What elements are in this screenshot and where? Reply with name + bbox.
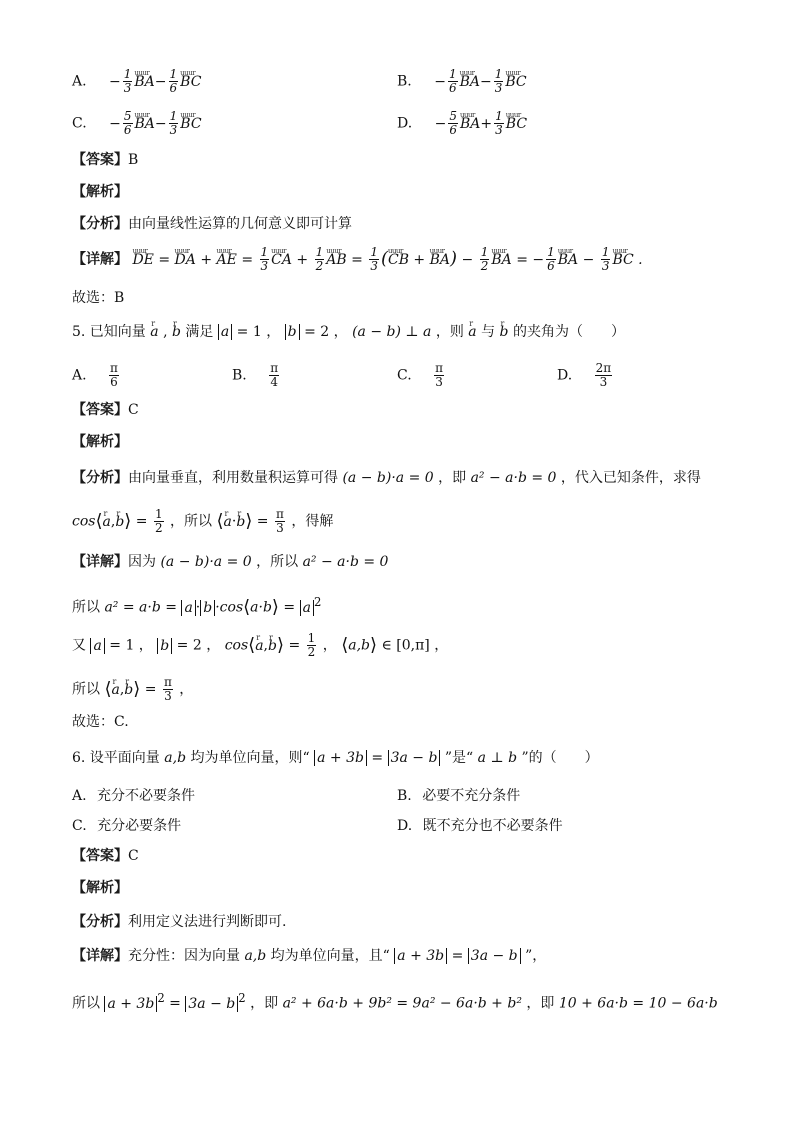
q4-option-a <box>72 68 201 95</box>
guxuan-text: 故选：B <box>72 290 125 306</box>
option-letter: D. <box>397 818 413 834</box>
fenxi-tag: 【分析】 <box>72 216 128 232</box>
q4-xiangjie <box>72 246 643 273</box>
xiangjie-tag: 【详解】 <box>72 948 128 964</box>
option-expr: $\frac{\pi}{3}$ <box>435 361 444 389</box>
xiangjie-tag: 【详解】 <box>72 251 128 268</box>
option-letter: C. <box>72 115 87 132</box>
option-text: 必要不充分条件 <box>422 788 521 804</box>
question-number: 5. <box>72 324 86 340</box>
option-text: 既不充分也不必要条件 <box>422 818 563 834</box>
q6-xiangjie-2: 所以 a + 3b $^2$ = 3a − b $^2$ ，即 a² + 6a·b + 9b² = 9a² − 6a·b + b² ，即 10 + 6a·b = 10 − 6a·b <box>72 991 718 1012</box>
analysis-tag: 【解析】 <box>72 184 128 200</box>
q4-option-c <box>72 110 202 137</box>
q5-option-c <box>397 362 446 389</box>
option-letter: B. <box>232 367 247 384</box>
option-letter: B. <box>397 73 412 90</box>
q5-xiangjie-2: 所以 a² = a·b = a · b ·cos⟨a·b⟩ = a $^2$ <box>72 595 322 618</box>
q6-option-c <box>72 816 181 836</box>
answer-tag: 【答案】 <box>72 848 128 864</box>
q5-answer <box>72 400 139 420</box>
q5-option-b <box>232 362 281 389</box>
q5-stem: 5. 已知向量 r a , r b 满足 a = 1 ， b = 2 ， (a − b) ⊥ a ，则 r a 与 r b 的夹角为（ ） <box>72 322 625 342</box>
q5-analysis-heading <box>72 432 128 452</box>
q6-option-a <box>72 786 195 806</box>
answer-value: C <box>128 402 139 418</box>
q4-guxuan <box>72 288 124 308</box>
option-letter: A. <box>72 788 87 804</box>
analysis-tag: 【解析】 <box>72 434 128 450</box>
q6-option-b <box>397 786 520 806</box>
q6-answer <box>72 846 139 866</box>
q5-xiangjie-1: 【详解】因为 (a − b)·a = 0 ，所以 a² − a·b = 0 <box>72 554 389 570</box>
answer-tag: 【答案】 <box>72 152 128 168</box>
q5-fenxi-2: cos⟨r a,r b⟩ = $\frac{1}{2}$ ，所以 ⟨r a·r b⟩ = $\frac{\pi}{3}$ ，得解 <box>72 508 333 535</box>
answer-value: B <box>128 152 139 168</box>
fenxi-tag: 【分析】 <box>72 914 128 930</box>
q6-fenxi <box>72 912 286 932</box>
q6-stem: 6. 设平面向量 a,b 均为单位向量，则“ a + 3b = 3a − b ”是“ a ⊥ b ”的（ ） <box>72 750 599 766</box>
option-letter: C. <box>397 367 412 384</box>
option-expr: $\frac{\pi}{6}$ <box>110 361 118 389</box>
option-expr: − $\frac{1}{6}$ uuur BA− $\frac{1}{3}$ uuur BC <box>434 74 526 90</box>
xiangjie-tag: 【详解】 <box>72 554 128 570</box>
q5-fenxi-1: 【分析】由向量垂直，利用数量积运算可得 (a − b)·a = 0 ，即 a² − a·b = 0 ，代入已知条件，求得 <box>72 470 701 486</box>
option-expr: − $\frac{5}{6}$ uuur BA+ $\frac{1}{3}$ uuur BC <box>435 116 527 132</box>
q6-xiangjie-1: 【详解】充分性：因为向量 a,b 均为单位向量，且“ a + 3b = 3a − b ”， <box>72 948 547 964</box>
q5-xiangjie-4: 所以 ⟨r a,r b⟩ = $\frac{\pi}{3}$ ， <box>72 676 193 703</box>
analysis-tag: 【解析】 <box>72 880 128 896</box>
option-expr: $\frac{\pi}{4}$ <box>270 361 279 389</box>
fenxi-tag: 【分析】 <box>72 470 128 486</box>
q4-option-d <box>397 110 527 137</box>
question-number: 6. <box>72 750 86 766</box>
q5-xiangjie-3: 又 a = 1 ， b = 2 ， cos⟨r a,r b⟩ = $\frac{1}{2}$ ， ⟨a,b⟩ ∈ [0,π] ， <box>72 632 448 659</box>
xiangjie-formula: uuur DE = uuur DA + uuur AE = $\frac{1}{3}$ uuur CA + $\frac{1}{2}$ uuur AB = $\frac{1}{3}$ (uuur CB + uuur BA) − $\frac{1}{2}$ uuur BA = − $\frac{1}{6}$ uuur BA − $\frac{1}{3}$ uuur BC . <box>132 252 642 268</box>
option-text: 充分不必要条件 <box>97 788 196 804</box>
q5-option-d <box>557 362 614 389</box>
q5-option-a <box>72 362 121 389</box>
option-expr: − $\frac{5}{6}$ uuur BA− $\frac{1}{3}$ uuur BC <box>109 116 201 132</box>
option-letter: A. <box>72 73 87 90</box>
q4-fenxi <box>72 214 352 234</box>
q6-analysis-heading <box>72 878 128 898</box>
option-text: 充分必要条件 <box>97 818 182 834</box>
option-letter: B. <box>397 788 412 804</box>
fenxi-text: 由向量线性运算的几何意义即可计算 <box>128 216 352 232</box>
option-expr: − $\frac{1}{3}$ uuur BA− $\frac{1}{6}$ uuur BC <box>109 74 201 90</box>
option-expr: $\frac{2\pi}{3}$ <box>595 361 612 389</box>
answer-tag: 【答案】 <box>72 402 128 418</box>
q6-option-d <box>397 816 563 836</box>
q4-analysis-heading <box>72 182 128 202</box>
q4-option-b <box>397 68 527 95</box>
option-letter: D. <box>397 115 413 132</box>
answer-value: C <box>128 848 139 864</box>
option-letter: A. <box>72 367 87 384</box>
option-letter: C. <box>72 818 87 834</box>
q4-answer <box>72 150 138 170</box>
fenxi-text: 利用定义法进行判断即可. <box>128 914 287 930</box>
guxuan-text: 故选：C. <box>72 714 129 730</box>
q5-guxuan <box>72 712 129 732</box>
option-letter: D. <box>557 367 573 384</box>
